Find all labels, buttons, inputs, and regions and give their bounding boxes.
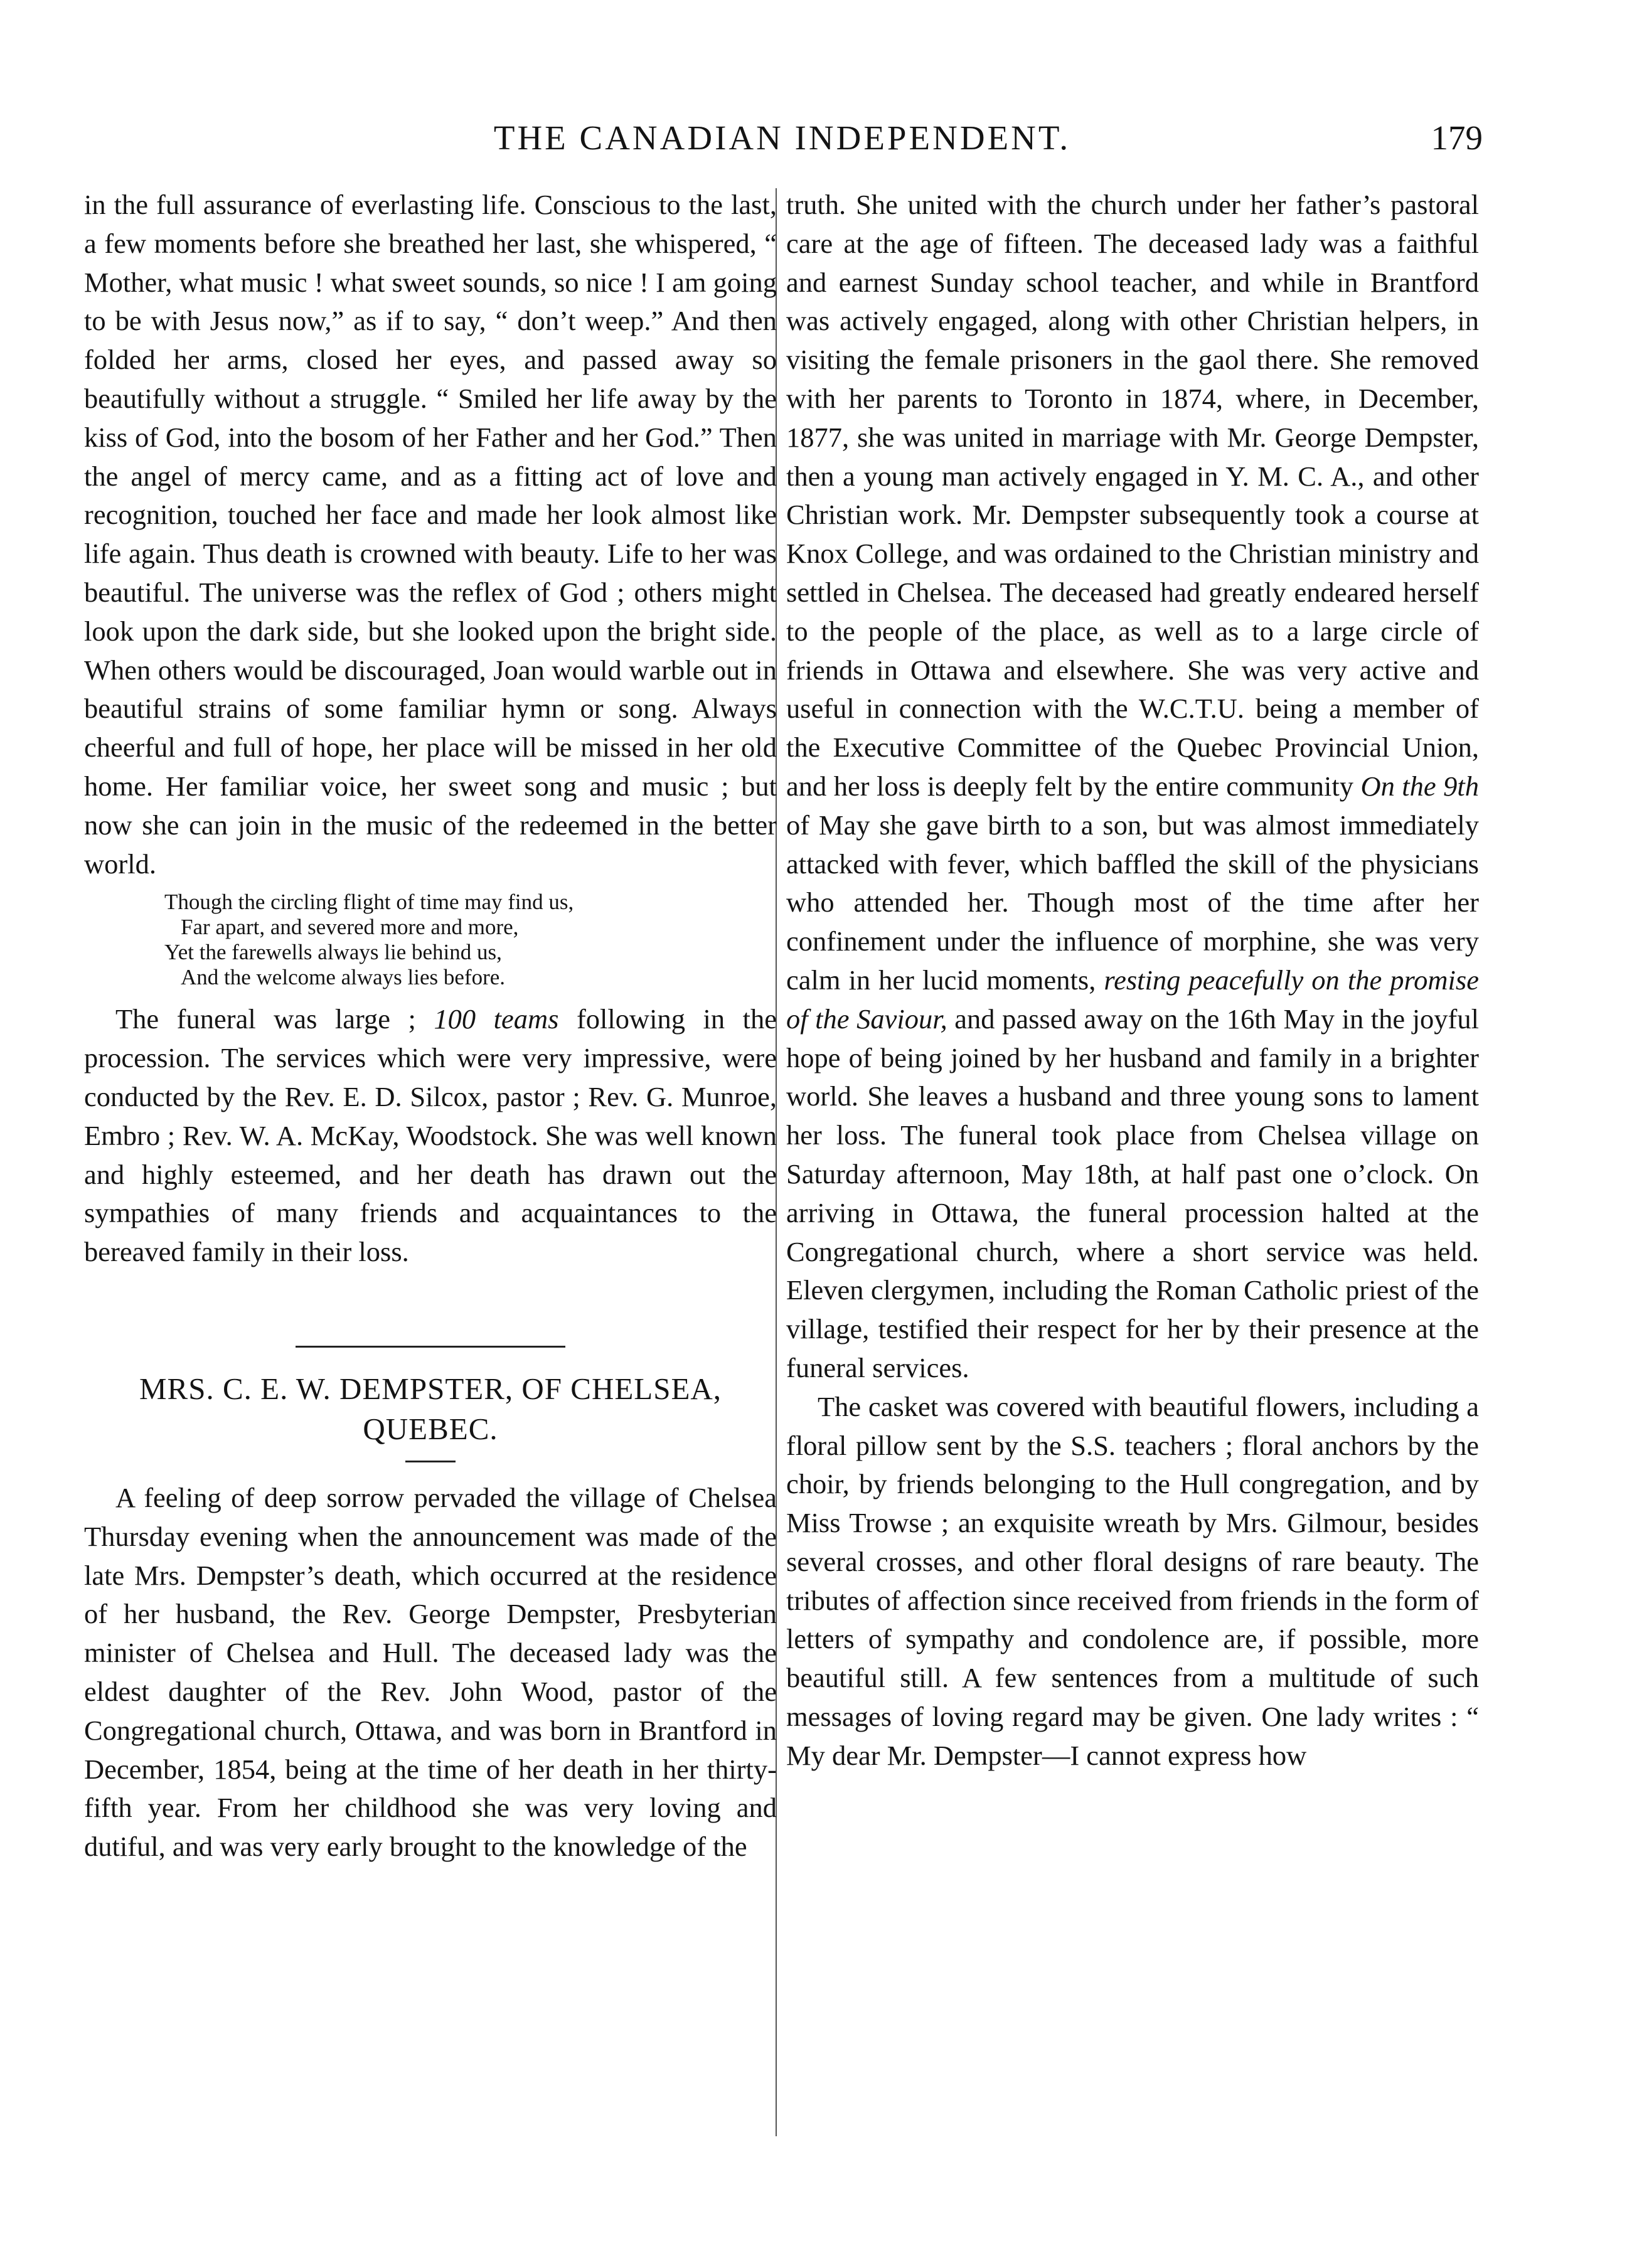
poem-line: And the welcome always lies before. xyxy=(181,965,506,990)
funeral-text-a: The funeral was large ; xyxy=(115,1003,434,1035)
poem-line: Yet the farewells always lie behind us, xyxy=(164,940,502,965)
paragraph-obituary-start: A feeling of deep sorrow pervaded the village of Chelsea Thursday evening when the announcement was made of the late Mrs. Dempster’s death, which occurred at the residence of her husband, the Rev. George Dempster, Presbyterian minister of Chelsea and Hull. The deceased lady was the eldest daughter of the Rev. John Wood, pastor of the Congregational church, Ottawa, and was born in Brantford in December, 1854, being at the time of her death in her thirty-fifth year. From her childhood she was very loving and dutiful, and was very early brought to the knowledge of the xyxy=(84,1481,777,1863)
obituary-text-b: of May she gave birth to a son, but was almost immediately attacked with fever, which baffled the skill of the physicians who attended her. Though most of the time after her confinement under the influence of morphine, she was very calm in her lucid moments, xyxy=(786,809,1479,996)
poem-stanza xyxy=(84,890,777,990)
funeral-text-italic: 100 teams xyxy=(434,1003,559,1035)
page-number: 179 xyxy=(1431,119,1483,157)
paragraph-funeral xyxy=(84,1000,777,1272)
obituary-heading: MRS. C. E. W. DEMPSTER, OF CHELSEA, QUEBEC. xyxy=(139,1371,722,1446)
section-divider-rule xyxy=(296,1346,565,1348)
paragraph-casket-flowers: The casket was covered with beautiful flowers, including a floral pillow sent by the S.S. teachers ; floral anchors by the choir, by friends belonging to the Hull congregation, and by Miss Trowse ; an exquisite wreath by Mrs. Gilmour, besides several crosses, and other floral designs of rare beauty. The tributes of affection since received from friends in the form of letters of sympathy and condolence are, if possible, more beautiful still. A few sentences from a multitude of such messages of loving regard may be given. One lady writes : “ My dear Mr. Dempster—I cannot express how xyxy=(786,1390,1479,1771)
obituary-text-c: and passed away on the 16th May in the joyful hope of being joined by her husband and family in a brighter world. She leaves a husband and three young sons to lament her loss. The funeral took place from Chelsea village on Saturday afternoon, May 18th, at half past one o’clock. On arriving in Ottawa, the funeral procession halted at the Congregational church, where a short service was held. Eleven clergymen, including the Roman Catholic priest of the village, testified their respect for her by their presence at the funeral services. xyxy=(786,1003,1479,1383)
heading-underline-rule xyxy=(405,1461,456,1462)
paragraph-obituary-continued xyxy=(786,186,1479,1388)
obituary-text-italic-1: On the 9th xyxy=(1360,770,1479,802)
paragraph-closing-memorial: in the full assurance of everlasting life. Conscious to the last, a few moments before she breathed her last, she whispered, “ Mother, what music ! what sweet sounds, so nice ! I am going to be with Jesus now,” as if to say, “ don’t weep.” And then folded her arms, closed her eyes, and passed away so beautifully without a struggle. “ Smiled her life away by the kiss of God, into the bosom of her Father and her God.” Then the angel of mercy came, and as a fitting act of love and recognition, touched her face and made her look almost like life again. Thus death is crowned with beauty. Life to her was beautiful. The universe was the reflex of God ; others might look upon the dark side, but she looked upon the bright side. When others would be discouraged, Joan would warble out in beautiful strains of some familiar hymn or song. Always cheerful and full of hope, her place will be missed in her old home. Her familiar voice, her sweet song and music ; but now she can join in the music of the redeemed in the better world. xyxy=(84,189,777,880)
poem-line: Far apart, and severed more and more, xyxy=(181,915,519,940)
obituary-text-a: truth. She united with the church under her father’s pastoral care at the age of fifteen. The deceased lady was a faithful and earnest Sunday school teacher, and while in Brantford was actively engaged, along with other Christian helpers, in visiting the female prisoners in the gaol there. She removed with her parents to Toronto in 1874, where, in December, 1877, she was united in marriage with Mr. George Dempster, then a young man actively engaged in Y. M. C. A., and other Christian work. Mr. Dempster subsequently took a course at Knox College, and was ordained to the Christian ministry and settled in Chelsea. The deceased had greatly endeared herself to the people of the place, as well as to a large circle of friends in Ottawa and elsewhere. She was very active and useful in connection with the W.C.T.U. being a member of the Executive Committee of the Quebec Provincial Union, and her loss is deeply felt by the entire community xyxy=(786,189,1479,802)
poem-line: Though the circling flight of time may find us, xyxy=(164,890,574,915)
left-column xyxy=(84,186,777,1866)
running-title: THE CANADIAN INDEPENDENT. xyxy=(493,119,1071,157)
funeral-text-b: following in the procession. The services which were very impressive, were conducted by the Rev. E. D. Silcox, pastor ; Rev. G. Munroe, Embro ; Rev. W. A. McKay, Woodstock. She was well known and highly esteemed, and her death has drawn out the sympathies of many friends and acquaintances to the bereaved family in their loss. xyxy=(84,1003,777,1268)
right-column xyxy=(786,186,1479,1776)
page-header xyxy=(82,118,1483,174)
obituary-text-italic-2: resting peacefully on the promise of the Saviour, xyxy=(786,964,1479,1035)
